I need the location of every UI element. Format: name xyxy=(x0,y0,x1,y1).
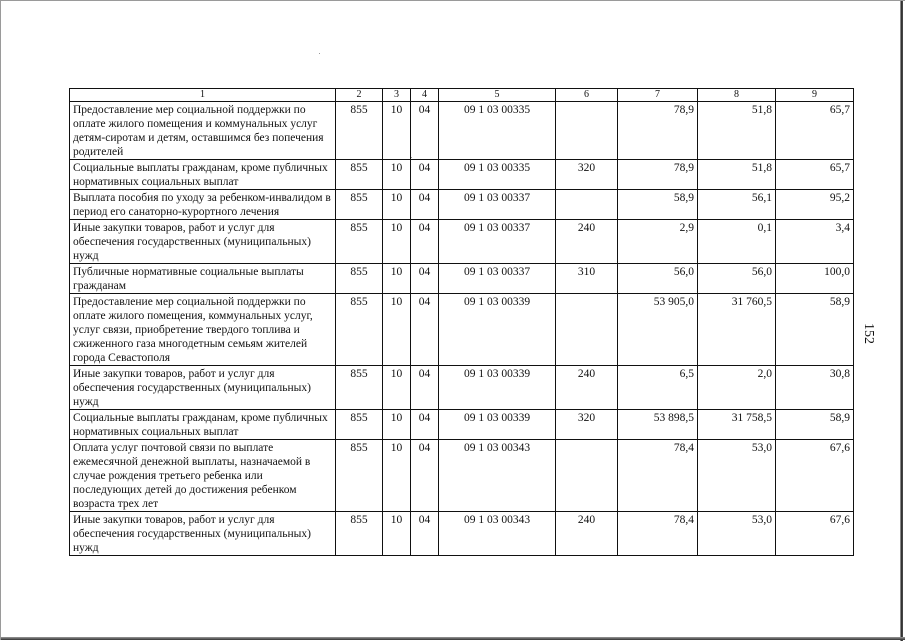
code-subsection: 04 xyxy=(411,264,439,294)
code-target-article: 09 1 03 00339 xyxy=(439,294,556,366)
code-expense-type xyxy=(556,190,618,220)
code-section: 10 xyxy=(383,190,411,220)
value-percent: 100,0 xyxy=(776,264,854,294)
value-percent: 58,9 xyxy=(776,410,854,440)
code-subsection: 04 xyxy=(411,160,439,190)
value-percent: 3,4 xyxy=(776,220,854,264)
row-name: Публичные нормативные социальные выплаты гражданам xyxy=(70,264,336,294)
value-percent: 65,7 xyxy=(776,102,854,160)
code-expense-type xyxy=(556,440,618,512)
code-target-article: 09 1 03 00337 xyxy=(439,220,556,264)
code-subsection: 04 xyxy=(411,366,439,410)
column-header: 6 xyxy=(556,89,618,102)
code-section: 10 xyxy=(383,102,411,160)
code-expense-type xyxy=(556,102,618,160)
column-header: 5 xyxy=(439,89,556,102)
code-subsection: 04 xyxy=(411,220,439,264)
code-subsection: 04 xyxy=(411,102,439,160)
value-percent: 95,2 xyxy=(776,190,854,220)
code-ministry: 855 xyxy=(336,102,383,160)
code-ministry: 855 xyxy=(336,512,383,556)
code-expense-type: 320 xyxy=(556,160,618,190)
value-actual: 56,0 xyxy=(698,264,776,294)
code-subsection: 04 xyxy=(411,190,439,220)
column-header: 3 xyxy=(383,89,411,102)
value-percent: 67,6 xyxy=(776,440,854,512)
code-section: 10 xyxy=(383,512,411,556)
header-row xyxy=(70,89,854,102)
code-target-article: 09 1 03 00343 xyxy=(439,440,556,512)
code-expense-type: 240 xyxy=(556,512,618,556)
table-row xyxy=(70,220,854,264)
code-subsection: 04 xyxy=(411,410,439,440)
column-header: 8 xyxy=(698,89,776,102)
value-plan: 78,9 xyxy=(618,160,698,190)
value-plan: 6,5 xyxy=(618,366,698,410)
table-row xyxy=(70,294,854,366)
code-section: 10 xyxy=(383,410,411,440)
table-header xyxy=(70,89,854,102)
value-plan: 78,9 xyxy=(618,102,698,160)
page-number: 152 xyxy=(861,323,876,344)
code-expense-type: 320 xyxy=(556,410,618,440)
value-actual: 31 760,5 xyxy=(698,294,776,366)
table-row xyxy=(70,440,854,512)
column-header: 4 xyxy=(411,89,439,102)
code-target-article: 09 1 03 00335 xyxy=(439,102,556,160)
value-plan: 58,9 xyxy=(618,190,698,220)
code-target-article: 09 1 03 00337 xyxy=(439,264,556,294)
value-percent: 30,8 xyxy=(776,366,854,410)
value-percent: 65,7 xyxy=(776,160,854,190)
table-row xyxy=(70,190,854,220)
value-percent: 67,6 xyxy=(776,512,854,556)
value-actual: 0,1 xyxy=(698,220,776,264)
row-name: Предоставление мер социальной поддержки по оплате жилого помещения, коммунальных услуг, услуг связи, приобретение твердого топлива и сжиженного газа многодетным семьям жителей города Севастополя xyxy=(70,294,336,366)
value-plan: 2,9 xyxy=(618,220,698,264)
value-plan: 53 898,5 xyxy=(618,410,698,440)
value-plan: 78,4 xyxy=(618,440,698,512)
code-target-article: 09 1 03 00339 xyxy=(439,366,556,410)
row-name: Предоставление мер социальной поддержки по оплате жилого помещения и коммунальных услуг детям-сиротам и детям, оставшимся без попечения родителей xyxy=(70,102,336,160)
column-header: 9 xyxy=(776,89,854,102)
table-row xyxy=(70,512,854,556)
value-actual: 31 758,5 xyxy=(698,410,776,440)
code-section: 10 xyxy=(383,366,411,410)
code-expense-type: 240 xyxy=(556,220,618,264)
table-row xyxy=(70,102,854,160)
table-row xyxy=(70,366,854,410)
code-target-article: 09 1 03 00337 xyxy=(439,190,556,220)
table-row xyxy=(70,410,854,440)
code-target-article: 09 1 03 00343 xyxy=(439,512,556,556)
row-name: Иные закупки товаров, работ и услуг для обеспечения государственных (муниципальных) нужд xyxy=(70,220,336,264)
code-section: 10 xyxy=(383,294,411,366)
value-actual: 2,0 xyxy=(698,366,776,410)
scan-edge-right xyxy=(900,1,903,641)
row-name: Оплата услуг почтовой связи по выплате ежемесячной денежной выплаты, назначаемой в случае рождения третьего ребенка или последующих детей до достижения ребенком возраста трех лет xyxy=(70,440,336,512)
value-actual: 51,8 xyxy=(698,160,776,190)
column-header: 2 xyxy=(336,89,383,102)
code-section: 10 xyxy=(383,440,411,512)
column-header: 1 xyxy=(70,89,336,102)
value-plan: 78,4 xyxy=(618,512,698,556)
code-ministry: 855 xyxy=(336,440,383,512)
code-section: 10 xyxy=(383,160,411,190)
row-name: Выплата пособия по уходу за ребенком-инвалидом в период его санаторно-курортного лечения xyxy=(70,190,336,220)
row-name: Социальные выплаты гражданам, кроме публичных нормативных социальных выплат xyxy=(70,160,336,190)
code-expense-type: 310 xyxy=(556,264,618,294)
code-expense-type: 240 xyxy=(556,366,618,410)
value-actual: 53,0 xyxy=(698,440,776,512)
code-expense-type xyxy=(556,294,618,366)
table-row xyxy=(70,160,854,190)
value-actual: 51,8 xyxy=(698,102,776,160)
code-ministry: 855 xyxy=(336,366,383,410)
code-ministry: 855 xyxy=(336,220,383,264)
scan-speck xyxy=(319,53,320,54)
row-name: Социальные выплаты гражданам, кроме публичных нормативных социальных выплат xyxy=(70,410,336,440)
code-section: 10 xyxy=(383,220,411,264)
value-actual: 53,0 xyxy=(698,512,776,556)
code-ministry: 855 xyxy=(336,190,383,220)
code-ministry: 855 xyxy=(336,294,383,366)
table-row xyxy=(70,264,854,294)
code-subsection: 04 xyxy=(411,294,439,366)
table-body xyxy=(70,102,854,556)
code-ministry: 855 xyxy=(336,160,383,190)
row-name: Иные закупки товаров, работ и услуг для обеспечения государственных (муниципальных) нужд xyxy=(70,512,336,556)
column-header: 7 xyxy=(618,89,698,102)
budget-table xyxy=(69,88,854,556)
value-plan: 56,0 xyxy=(618,264,698,294)
value-percent: 58,9 xyxy=(776,294,854,366)
value-actual: 56,1 xyxy=(698,190,776,220)
code-subsection: 04 xyxy=(411,512,439,556)
code-ministry: 855 xyxy=(336,410,383,440)
code-target-article: 09 1 03 00339 xyxy=(439,410,556,440)
value-plan: 53 905,0 xyxy=(618,294,698,366)
code-subsection: 04 xyxy=(411,440,439,512)
row-name: Иные закупки товаров, работ и услуг для обеспечения государственных (муниципальных) нужд xyxy=(70,366,336,410)
code-ministry: 855 xyxy=(336,264,383,294)
code-target-article: 09 1 03 00335 xyxy=(439,160,556,190)
code-section: 10 xyxy=(383,264,411,294)
